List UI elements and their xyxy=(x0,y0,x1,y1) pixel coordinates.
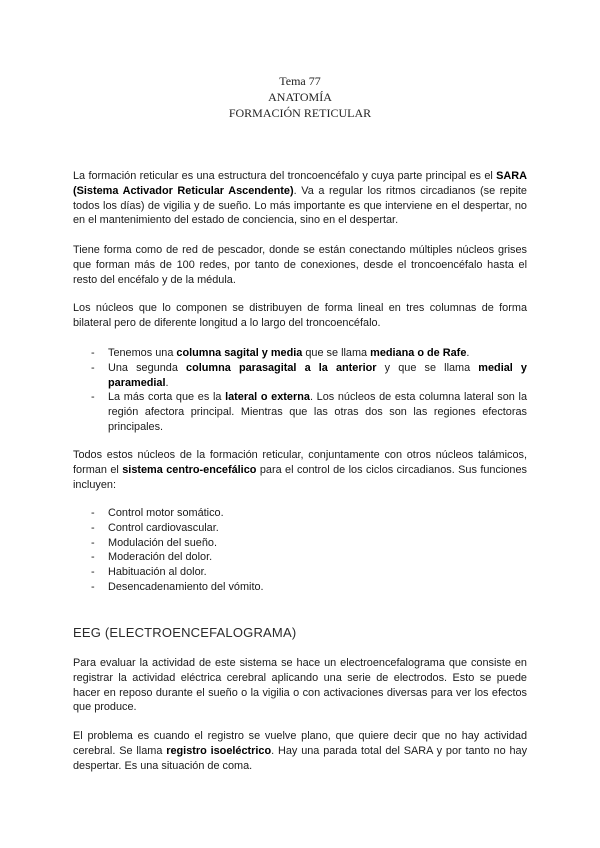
eeg-heading: EEG (ELECTROENCEFALOGRAMA) xyxy=(73,625,297,640)
shape-paragraph: Tiene forma como de red de pescador, donde se están conectando múltiples núcleos grises que forman más de 100 redes, por tanto de conexiones, desde el troncoencéfalo hasta el resto del encéfalo y de la médula. xyxy=(73,244,527,286)
list-item: - Habituación al dolor. xyxy=(91,566,207,579)
list-item: - Modulación del sueño. xyxy=(91,536,217,549)
nuclei-paragraph: Los núcleos que lo componen se distribuyen de forma lineal en tres columnas de forma bilateral pero de diferente longitud a lo largo del troncoencéfalo. xyxy=(73,302,527,329)
coma-paragraph: El problema es cuando el registro se vuelve plano, que quiere decir que no hay actividad cerebral. Se llama registro isoeléctrico. Hay una parada total del SARA y por tanto no hay despertar. Es una situación de coma. xyxy=(73,730,528,772)
eeg-paragraph: Para evaluar la actividad de este sistema se hace un electroencefalograma que consiste en registrar la actividad eléctrica cerebral aplicando una serie de electrodos. Esto se puede hacer en reposo durante el sueño o la vigilia o con activaciones diversas para ver los efectos que produce. xyxy=(73,657,527,714)
intro-paragraph: La formación reticular es una estructura del troncoencéfalo y cuya parte principal es el SARA (Sistema Activador Reticular Ascendente). Va a regular los ritmos circadianos (se repite todos los días) de vigilia y de sueño. Lo más importante es que interviene en el despertar, no en el mantenimiento del estado de conciencia, sino en el despertar. xyxy=(73,170,527,227)
list-item: - La más corta que es la lateral o externa. Los núcleos de esta columna lateral son la región afectora principal. Mientras que las otras dos son las regiones efectoras principales. xyxy=(91,391,528,433)
list-item: - Control motor somático. xyxy=(91,507,224,519)
title-block xyxy=(0,73,600,121)
columns-list xyxy=(73,346,527,435)
list-item: - Moderación del dolor. xyxy=(91,551,213,564)
list-item: - Desencadenamiento del vómito. xyxy=(91,580,264,593)
page-title: FORMACIÓN RETICULAR xyxy=(228,106,372,120)
isoelectric-term: registro isoeléctrico xyxy=(166,744,272,757)
sara-term: SARA (Sistema Activador Reticular Ascendente) xyxy=(73,170,527,197)
functions-list xyxy=(73,506,527,595)
topic-number: Tema 77 xyxy=(279,74,321,88)
list-item: - Una segunda columna parasagital a la anterior y que se llama medial y paramedial. xyxy=(91,361,527,389)
system-term: sistema centro-encefálico xyxy=(122,463,257,476)
functions-paragraph: Todos estos núcleos de la formación reticular, conjuntamente con otros núcleos talámicos, forman el sistema centro-encefálico para el control de los ciclos circadianos. Sus funciones incluyen: xyxy=(73,449,527,491)
list-item: - Tenemos una columna sagital y media que se llama mediana o de Rafe. xyxy=(91,347,470,359)
subject-heading: ANATOMÍA xyxy=(268,90,332,104)
list-item: - Control cardiovascular. xyxy=(91,521,219,534)
